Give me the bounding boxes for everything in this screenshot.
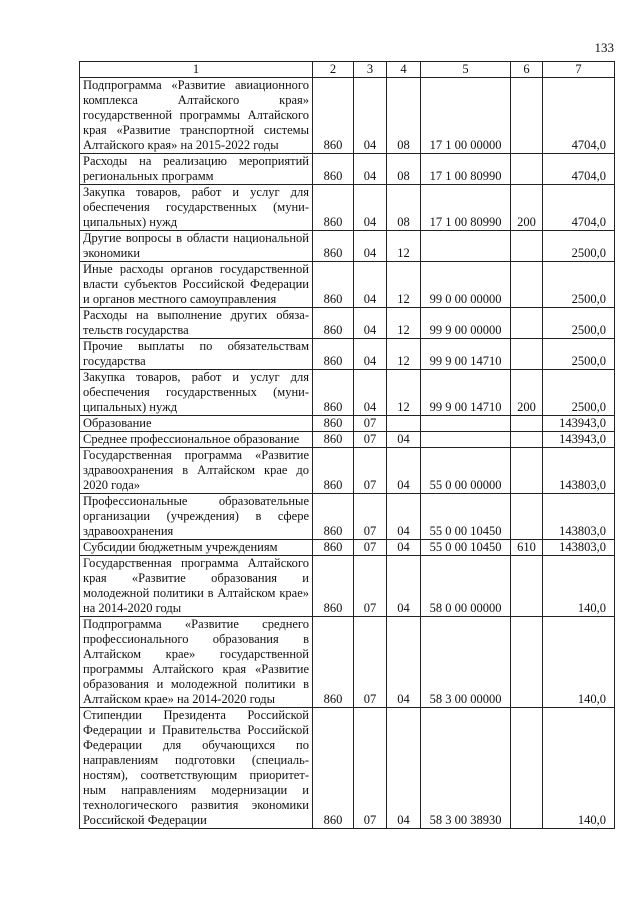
expense-type-code-cell (511, 494, 543, 540)
ministry-code-cell: 860 (313, 185, 354, 231)
row-name-cell: Субсидии бюджетным учреждениям (80, 540, 313, 556)
expense-type-code-cell (511, 231, 543, 262)
table-row (80, 308, 615, 339)
expense-type-code-cell (511, 339, 543, 370)
ministry-code-cell: 860 (313, 448, 354, 494)
column-header: 7 (543, 62, 615, 78)
amount-cell: 143803,0 (543, 494, 615, 540)
row-name-cell: Закупка товаров, работ и услуг для обеспечения государственных (муниципальных) нужд (80, 370, 313, 416)
amount-cell: 140,0 (543, 708, 615, 829)
expense-type-code-cell (511, 432, 543, 448)
target-article-code-cell: 55 0 00 00000 (421, 448, 511, 494)
section-code-cell: 04 (354, 308, 387, 339)
amount-cell: 143943,0 (543, 432, 615, 448)
subsection-code-cell: 04 (387, 448, 421, 494)
expense-type-code-cell (511, 416, 543, 432)
target-article-code-cell: 55 0 00 10450 (421, 494, 511, 540)
ministry-code-cell: 860 (313, 494, 354, 540)
section-code-cell: 04 (354, 185, 387, 231)
ministry-code-cell: 860 (313, 262, 354, 308)
section-code-cell: 07 (354, 556, 387, 617)
section-code-cell: 04 (354, 339, 387, 370)
subsection-code-cell: 04 (387, 494, 421, 540)
subsection-code-cell: 08 (387, 154, 421, 185)
row-name-cell: Расходы на выполнение других обязательств государства (80, 308, 313, 339)
target-article-code-cell: 58 3 00 38930 (421, 708, 511, 829)
ministry-code-cell: 860 (313, 78, 354, 154)
section-code-cell: 04 (354, 154, 387, 185)
table-body (80, 78, 615, 829)
row-name-cell: Образование (80, 416, 313, 432)
ministry-code-cell: 860 (313, 416, 354, 432)
amount-cell: 2500,0 (543, 339, 615, 370)
table-row (80, 708, 615, 829)
expense-type-code-cell (511, 617, 543, 708)
subsection-code-cell: 04 (387, 432, 421, 448)
expense-type-code-cell (511, 556, 543, 617)
row-name-cell: Прочие выплаты по обязательствам государства (80, 339, 313, 370)
row-name-cell: Подпрограмма «Развитие авиационного комплекса Алтайского края» государственной программы Алтайского края «Развитие транспортной системы Алтайского края» на 2015-2022 годы (80, 78, 313, 154)
target-article-code-cell: 17 1 00 80990 (421, 154, 511, 185)
table-row (80, 154, 615, 185)
page-number: 133 (594, 40, 614, 55)
subsection-code-cell: 12 (387, 308, 421, 339)
table-row (80, 262, 615, 308)
column-header: 3 (354, 62, 387, 78)
expense-type-code-cell (511, 448, 543, 494)
table-row (80, 416, 615, 432)
row-name-cell: Другие вопросы в области национальной экономики (80, 231, 313, 262)
ministry-code-cell: 860 (313, 556, 354, 617)
ministry-code-cell: 860 (313, 708, 354, 829)
target-article-code-cell: 99 9 00 14710 (421, 339, 511, 370)
section-code-cell: 07 (354, 708, 387, 829)
target-article-code-cell: 55 0 00 10450 (421, 540, 511, 556)
target-article-code-cell: 58 3 00 00000 (421, 617, 511, 708)
section-code-cell: 07 (354, 416, 387, 432)
section-code-cell: 07 (354, 617, 387, 708)
row-name-cell: Закупка товаров, работ и услуг для обеспечения государственных (муниципальных) нужд (80, 185, 313, 231)
expense-type-code-cell: 610 (511, 540, 543, 556)
expense-type-code-cell (511, 154, 543, 185)
ministry-code-cell: 860 (313, 339, 354, 370)
ministry-code-cell: 860 (313, 617, 354, 708)
amount-cell: 143803,0 (543, 448, 615, 494)
table-header-row (80, 62, 615, 78)
target-article-code-cell: 99 0 00 00000 (421, 262, 511, 308)
table-row (80, 339, 615, 370)
section-code-cell: 07 (354, 448, 387, 494)
section-code-cell: 07 (354, 494, 387, 540)
expense-type-code-cell: 200 (511, 370, 543, 416)
target-article-code-cell: 58 0 00 00000 (421, 556, 511, 617)
ministry-code-cell: 860 (313, 308, 354, 339)
section-code-cell: 04 (354, 78, 387, 154)
table-row (80, 540, 615, 556)
table-row (80, 370, 615, 416)
amount-cell: 4704,0 (543, 185, 615, 231)
subsection-code-cell: 08 (387, 78, 421, 154)
section-code-cell: 04 (354, 262, 387, 308)
table-row (80, 448, 615, 494)
column-header: 2 (313, 62, 354, 78)
target-article-code-cell (421, 432, 511, 448)
amount-cell: 4704,0 (543, 154, 615, 185)
expense-type-code-cell (511, 262, 543, 308)
amount-cell: 140,0 (543, 617, 615, 708)
table-row (80, 617, 615, 708)
expense-type-code-cell (511, 308, 543, 339)
amount-cell: 2500,0 (543, 370, 615, 416)
subsection-code-cell: 12 (387, 370, 421, 416)
target-article-code-cell: 99 9 00 00000 (421, 308, 511, 339)
table-row (80, 231, 615, 262)
target-article-code-cell (421, 231, 511, 262)
section-code-cell: 04 (354, 231, 387, 262)
section-code-cell: 07 (354, 540, 387, 556)
row-name-cell: Профессиональные образовательные организации (учреждения) в сфере здравоохранения (80, 494, 313, 540)
expense-type-code-cell (511, 78, 543, 154)
column-header: 1 (80, 62, 313, 78)
subsection-code-cell: 12 (387, 262, 421, 308)
subsection-code-cell: 12 (387, 231, 421, 262)
table-row (80, 494, 615, 540)
subsection-code-cell: 04 (387, 556, 421, 617)
column-header: 4 (387, 62, 421, 78)
subsection-code-cell: 04 (387, 540, 421, 556)
subsection-code-cell: 04 (387, 617, 421, 708)
amount-cell: 140,0 (543, 556, 615, 617)
ministry-code-cell: 860 (313, 154, 354, 185)
target-article-code-cell: 17 1 00 80990 (421, 185, 511, 231)
table-row (80, 185, 615, 231)
column-header: 6 (511, 62, 543, 78)
amount-cell: 143943,0 (543, 416, 615, 432)
subsection-code-cell (387, 416, 421, 432)
subsection-code-cell: 04 (387, 708, 421, 829)
row-name-cell: Государственная программа «Развитие здравоохранения в Алтайском крае до 2020 года» (80, 448, 313, 494)
section-code-cell: 07 (354, 432, 387, 448)
ministry-code-cell: 860 (313, 540, 354, 556)
row-name-cell: Стипендии Президента Российской Федерации и Правительства Российской Федерации для обучающихся по направлениям подготовки (специальностям), соответствующим приоритетным направлениям модернизации и технологического развития экономики Российской Федерации (80, 708, 313, 829)
expense-type-code-cell: 200 (511, 185, 543, 231)
ministry-code-cell: 860 (313, 370, 354, 416)
expense-type-code-cell (511, 708, 543, 829)
subsection-code-cell: 08 (387, 185, 421, 231)
column-header: 5 (421, 62, 511, 78)
amount-cell: 4704,0 (543, 78, 615, 154)
row-name-cell: Подпрограмма «Развитие среднего профессионального образования в Алтайском крае» государственной программы Алтайского края «Развитие образования и молодежной политики в Алтайском крае» на 2014-2020 годы (80, 617, 313, 708)
amount-cell: 2500,0 (543, 231, 615, 262)
table-row (80, 556, 615, 617)
amount-cell: 2500,0 (543, 262, 615, 308)
target-article-code-cell (421, 416, 511, 432)
row-name-cell: Государственная программа Алтайского края «Развитие образования и молодежной политики в Алтайском крае» на 2014-2020 годы (80, 556, 313, 617)
row-name-cell: Иные расходы органов государственной власти субъектов Российской Федерации и органов местного самоуправления (80, 262, 313, 308)
subsection-code-cell: 12 (387, 339, 421, 370)
ministry-code-cell: 860 (313, 432, 354, 448)
target-article-code-cell: 99 9 00 14710 (421, 370, 511, 416)
row-name-cell: Среднее профессиональное образование (80, 432, 313, 448)
row-name-cell: Расходы на реализацию мероприятий региональных программ (80, 154, 313, 185)
budget-table (79, 61, 615, 829)
amount-cell: 2500,0 (543, 308, 615, 339)
table-row (80, 78, 615, 154)
section-code-cell: 04 (354, 370, 387, 416)
table-row (80, 432, 615, 448)
amount-cell: 143803,0 (543, 540, 615, 556)
ministry-code-cell: 860 (313, 231, 354, 262)
target-article-code-cell: 17 1 00 00000 (421, 78, 511, 154)
